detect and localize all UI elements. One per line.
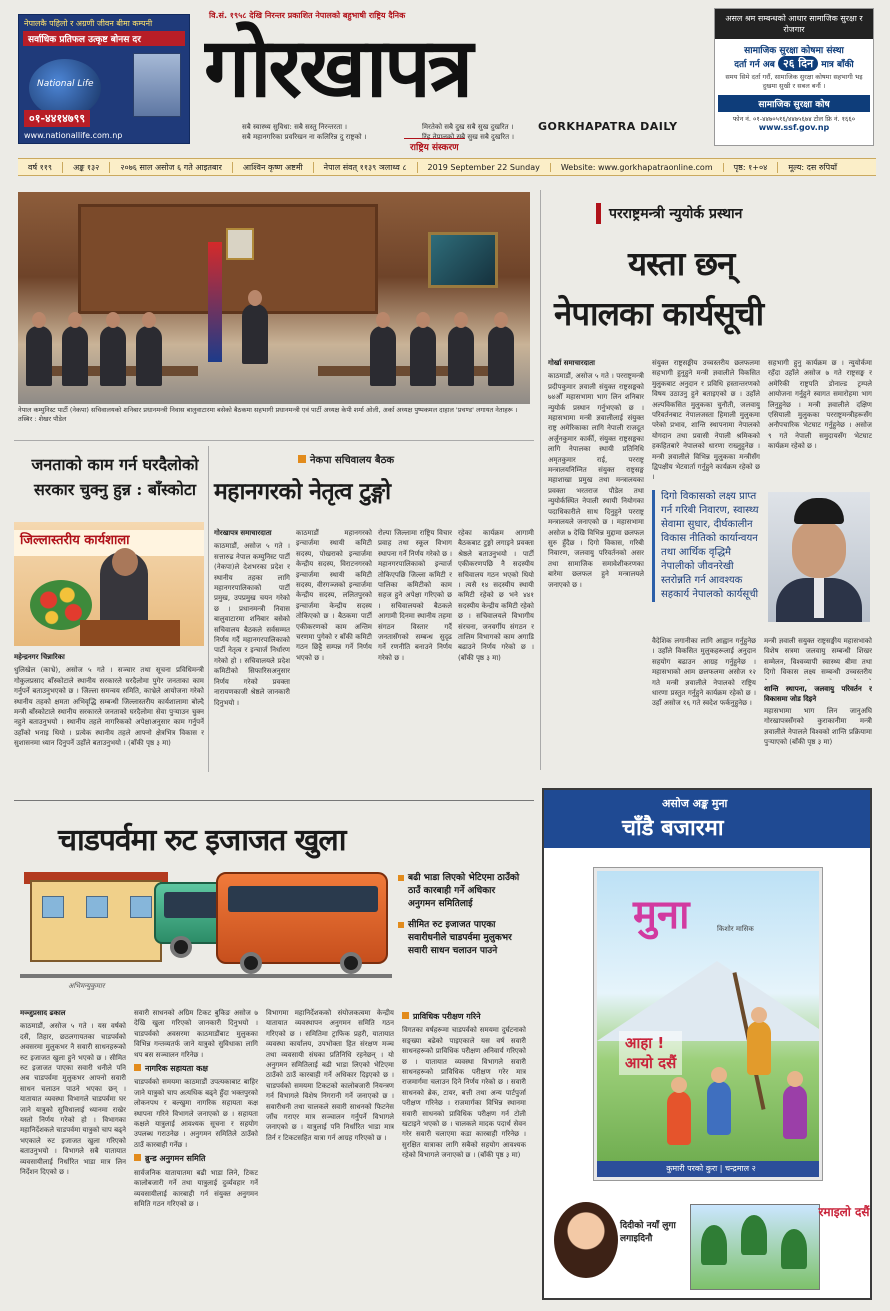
bus-column-4: प्राविधिक परीक्षण गरिने विगतका वर्षहरूमा चाडपर्वको समयमा दुर्घटनाको सङ्ख्या बढेको पाइएकाले यस वर्ष सवारी साधनहरूको प्राविधिक परीक्षण अनिवार्य गरिएको छ । यातायात व्यवस्था विभागले सवारी साधनहरूको प्राविधिक परीक्षण गरेर मात्र राजमार्गमा चलाउन दिने निर्णय गरेको छ । सवारी साधनको ब्रेक, टायर, बत्ती तथा अन्य पार्टपुर्जा परीक्षण गरिनेछ । राजमार्गका विभिन्न स्थानमा सवारी साधनको प्राविधिक परीक्षण गर्न टोली खटाइने भएको छ । चालकले मादक पदार्थ सेवन गरेर सवारी चलाएमा कडा कारबाही गरिनेछ । सुरक्षित यात्राका लागि सबैको सहयोग आवश्यक रहेको विभागले जनाएको छ । (बाँकी पृष्ठ ३ मा) [402,1012,526,1160]
masthead [14,8,876,153]
ssf-banner: असल श्रम सम्बन्धको आधार सामाजिक सुरक्षा र रोजगार [715,9,873,39]
fm-headline-2[interactable]: नेपालका कार्यसूची [554,294,764,333]
bus-column-1: मञ्जुप्रसाद ढकाल काठमाडौं, असोज ५ गते । यस वर्षको दसैं, तिहार, छठलगायतका चाडपर्वको अवसरमा मुलुकभर नै सवारी साधनहरूको रुट इजाजत खुला हुने भएको छ । सीमित रुट इजाजत पाएका सवारी धनीले पनि अब चाडपर्वमा मुलुकभर आफ्नो सवारी साधन चलाउन पाउने भएका छन् । यातायात व्यवस्था विभागले चाडपर्वमा घर जाने यात्रुको सुविधालाई ध्यानमा राखेर यस्तो निर्णय गरेको हो । विभागका महानिर्देशकले चाडपर्वमा यात्रुको चाप बढ्ने भएकाले रुट इजाजत खुला गरिएको बताउनुभयो । विभागले सबै यातायात व्यवसायीलाई निर्धारित भाडा मात्र लिन निर्देशन दिएको छ । [20,1009,126,1177]
muna-cover [594,868,822,1180]
ssf-phone: फोन नं. ०१-४४७०५१६/४४७५६७४ टोल फ्रि नं. १६६० [732,115,856,123]
muna-cover-sub: किशोर मासिक [717,925,754,933]
lunar-date: आश्विन कृष्ण अष्टमी [233,162,314,173]
wall-painting [428,232,498,288]
minister-photo [768,492,870,622]
ad-headline: सर्वाधिक प्रतिफल उत्कृष्ट बोनस दर [23,31,185,46]
date-strip [18,158,876,176]
podium [80,620,180,646]
wall-portrait [226,228,254,260]
ad-phone: ०१-४४१४७९९ [24,110,90,127]
page-count: पृष्ठ: १+०४ [724,162,779,173]
bus-sub-1: नागरिक सहायता कक्ष [134,1064,258,1074]
ssf-line1: सामाजिक सुरक्षा कोषमा संस्था [744,46,844,56]
fm-column-2: संयुक्त राष्ट्रसङ्घीय उच्चस्तरीय छलफलमा सहभागी हुनुहुने मन्त्री ज्ञवालीले विकसित मुलुकबाट अनुदान र प्रविधि हस्तान्तरणको विषय उठाउनु हुने बताइएको छ । उहाँले अल्पविकसित मुलुकका चुनौती, जलवायु परिवर्तनबाट नेपालजस्ता हिमाली मुलुकमा परेको प्रभाव, शान्ति स्थापनामा नेपालको योगदान तथा प्रवासी नेपाली श्रमिकको हकहितबारे नेपालको धारणा राख्नुहुनेछ । मन्त्री ज्ञवालीले विभिन्न मुलुकका मन्त्रीसँग द्विपक्षीय भेटवार्ता गर्नुहुने कार्यक्रम रहेको छ । [652,359,760,482]
bus-column-2: सवारी साधनको अग्रिम टिकट बुकिङ असोज ७ देखि खुला गरिएको जानकारी दिनुभयो । चाडपर्वको अवसरमा काठमाडौंबाट मुलुकका विभिन्न गन्तव्यतर्फ जाने यात्रुको सुविधाका लागि थप बस सञ्चालन गरिनेछ । नागरिक सहायता कक्ष चाडपर्वको समयमा काठमाडौं उपत्यकाबाट बाहिर जाने यात्रुको चाप अत्यधिक बढ्ने हुँदा भक्तपुरको लोकनपथ र बल्खुमा नागरिक सहायता कक्ष स्थापना गरिने विभागले जनाएको छ । सहायता कक्षले यात्रुलाई आवश्यक सूचना र सहयोग उपलब्ध गराउनेछ । अनुगमन समितिले ठाउँको ठाउँ कारबाही गर्नेछ । ब्रुन्ड अनुगमन समिति सार्वजनिक यातायातमा बढी भाडा लिने, टिकट कालोबजारी गर्ने तथा यात्रुलाई दुर्व्यवहार गर्ने व्यवसायीलाई कारबाही गर्न संयुक्त अनुगमन समिति गठन गरिएको छ । [134,1009,258,1208]
english-date: 2019 September 22 Sunday [418,163,551,172]
bus-park-building [30,880,162,962]
slogan-left: सबै स्वास्थ्य सुविधा: सबै सस्तु निरन्तरता । सबै महानगरिका प्रवरिखन ना कलिरिन्न दु राष्ट्रको । [242,123,367,141]
newspaper-title: गोरखापत्र [204,20,471,116]
ssf-line2: दर्ता गर्न अब २६ दिन मात्र बाँकी [734,57,854,70]
mountain-shape [597,961,822,1041]
baskota-body: महेन्द्रनगर चिन्नारिका धुलिखेल (काभ्रे), असोज ५ गते । सञ्चार तथा सूचना प्रविधिमन्त्री गोकुलप्रसाद बाँस्कोटाले स्थानीय सरकारले घरदैलोमा पुगेर जनताका काम गर्नुपर्ने बताउनुभएको छ । जिल्ला समन्वय समिति, काभ्रेले आयोजना गरेको स्थानीय तहको क्षमता अभिवृद्धि सम्बन्धी जिल्लास्तरीय कार्यशालामा बोल्दै मन्त्री बाँस्कोटाले स्थानीय सरकारले जनताको घरदैलोमा सेवा पुऱ्याउन चुक्न नहुने बताउनुभयो । स्थानीय तहले नागरिकको अपेक्षाअनुसार काम गर्नुपर्ने उहाँको भनाइ थियो । प्रत्येक स्थानीय तहले आफ्नो क्षेत्रभित्र विकास र सुशासनमा ध्यान दिनुपर्ने उहाँले बताउनुभयो । (बाँकी पृष्ठ ३ मा) [14,653,204,748]
fm-kicker: परराष्ट्रमन्त्री न्युयोर्क प्रस्थान [596,203,750,224]
bus-bullet-1: बढी भाडा लिएको भेटिएमा ठाउँको ठाउँ कारबाही गर्ने अधिकार अनुगमन समितिलाई [398,872,522,911]
nekapa-byline: गोरखापत्र समाचारदाता [214,529,272,537]
issue: अङ्क १३२ [63,162,110,173]
fm-byline: गोर्खा समाचारदाता [548,359,595,367]
title-block [204,8,704,153]
photo-caption: नेपाल कम्युनिस्ट पार्टी (नेकपा) सचिवालयको शनिबार प्रधानमन्त्री निवास बालुवाटारमा बसेको बैठकमा सहभागी प्रधानमन्त्री एवं पार्टी अध्यक्ष केपी शर्मा ओली, अर्का अध्यक्ष पुष्पकमल दाहाल 'प्रचण्ड' लगायत नेताहरू । तस्बिर : शेखर पौडेल [18,406,518,423]
ad-url[interactable]: www.nationallife.com.np [24,131,123,140]
nekapa-column-3: रोल्पा जिल्लामा राष्ट्रिय विचार प्रवाह तथा स्कूल विभाग स्थापना गर्ने निर्णय गरेको छ । महानगरपालिकाको इन्चार्ज तोकिएपछि जिल्ला कमिटी र पालिका कमिटीको काम सहज हुने अपेक्षा गरिएको छ । सचिवालयको बैठकले आगामी दिनमा स्थानीय तहमा संगठन विस्तार गर्दै जनतासँगको सम्बन्ध सुदृढ गर्ने रणनीति बनाउने निर्णय गरेको छ । [378,529,452,662]
nekapa-headline[interactable]: महानगरको नेतृत्व टुङ्गो [214,478,391,505]
bus-illustration [20,862,392,1002]
fm-column-4: वैदेशिक लगानीका लागि आह्वान गर्नुहुनेछ । उहाँले विकसित मुलुकहरूलाई अनुदान सहयोग बढाउन आग्रह गर्नुहुनेछ । महासभाको आम छलफलमा असोज १२ गते मन्त्री ज्ञवालीले नेपालको राष्ट्रिय धारणा प्रस्तुत गर्नुहुने कार्यक्रम रहेको छ । उहाँ असोज १६ गते स्वदेश फर्कनुहुनेछ । [652,637,756,708]
ssf-ad[interactable] [714,8,874,146]
bus-sub-2: ब्रुन्ड अनुगमन समिति [134,1154,258,1164]
ssf-org: सामाजिक सुरक्षा कोष [718,95,870,112]
orange-bus [216,872,388,964]
baskota-headline[interactable]: जनताको काम गर्न घरदैलोको सरकार चुक्नु हुन्न : बाँस्कोटा [31,455,199,499]
workshop-photo [14,522,204,646]
fm-column-5: मन्त्री ज्ञवाली सयुक्त राष्ट्रसङ्घीय महासभाको विशेष सत्रमा जलवायु सम्बन्धी शिखर सम्मेलन, विश्वव्यापी स्वास्थ्य बीमा तथा दिगो विकास लक्ष्य सम्बन्धी उच्चस्तरीय [764,637,872,677]
workshop-banner: जिल्लास्तरीय कार्यशाला [14,530,204,556]
ad-tagline: नेपालकै पहिलो र अग्रणी जीवन बीमा कम्पनी [24,19,153,28]
national-life-ad[interactable] [18,14,190,144]
price: मूल्य: दस रुपियाँ [788,162,837,172]
fm-column-3: सहभागी हुनु कार्यक्रम छ । न्युयोर्कमा रहँदा उहाँले असोज ७ गते राष्ट्रसङ्घ र अमेरिकी राष्ट्रपति डोनाल्ड ट्रम्पले आयोजना गर्नुहुने स्वागत समारोहमा भाग लिनुहुनेछ । मन्त्री ज्ञवालीले दक्षिण एसियाली मुलुकका परराष्ट्रमन्त्रीहरूसँग अनौपचारिक भेटघाट गर्नुहुनेछ । असोज ९ गते नेपाली समुदायसँग भेटघाट कार्यक्रम रहेको छ । [768,359,872,451]
muna-caption-right: रमाइलो दसैं [818,1205,870,1219]
edition-label: राष्ट्रिय संस्करण [404,138,465,154]
baskota-byline: महेन्द्रनगर चिन्नारिका [14,653,65,661]
english-name: GORKHAPATRA DAILY [538,120,678,133]
muna-cover-text: आहा ! आयो दसैं [619,1031,682,1075]
slogan-right: मिरतेको सबै दुख सबै सुख दुखरित । रिंह नेपालको सबै सुख सबै दुखरित । [422,123,515,141]
nekapa-column-2: काठमाडौं महानगरको इन्चार्जमा स्थायी कमिटी सदस्य, पोखराको इन्चार्जमा केन्द्रीय सदस्य, विराटनगरको इन्चार्जमा स्थायी कमिटी सदस्य, वीरगञ्जको इन्चार्जमा केन्द्रीय सदस्य, ललितपुरको इन्चार्जमा केन्द्रीय सदस्य तोकिएको छ । बैठकमा पार्टी एकीकरणको काम अन्तिम चरणमा पुगेको र बाँकी कमिटी गठन छिट्टै सम्पन्न गर्ने निर्णय भएको छ । [296,529,372,662]
building-illustration [133,53,181,117]
ssf-note: समय सिमे दर्ता गरौं, सामाजिक सुरक्षा कोषमा सहभागी भइ दुखमा सुखी र सबल बनौं । [725,73,863,90]
volume: वर्ष ११९ [18,162,63,173]
bus-sub-3: प्राविधिक परीक्षण गरिने [402,1012,526,1022]
fm-pull-quote: दिगो विकासको लक्ष्य प्राप्त गर्न गरिबी निवारण, स्वास्थ्य सेवामा सुधार, दीर्घकालीन विकास नीतिको कार्यान्वयन तथा आर्थिक वृद्धिमै नेपालीको जीवनरेखी स्तरोन्नति गर्न आवश्यक सहकार्य नेपालको कार्यसूची [652,490,760,602]
top-line: वि.सं. १९५८ देखि निरन्तर प्रकाशित नेपालको बहुभाषी राष्ट्रिय दैनिक [209,11,406,20]
nepal-flag [208,242,222,362]
muna-cover-title: मुना [633,891,690,938]
muna-magazine-ad[interactable] [542,788,872,1300]
bus-column-3: विभागमा महानिर्देशकको संयोजकत्वमा केन्द्रीय यातायात व्यवस्थापन अनुगमन समिति गठन गरिएको छ । समितिमा ट्राफिक प्रहरी, यातायात व्यवस्था कार्यालय, उपभोक्ता हित संरक्षण मञ्च तथा व्यवसायी संघका प्रतिनिधि रहनेछन् । यो अनुगमन समितिलाई बढी भाडा लिएको भेटिएमा ठाउँको ठाउँ कारबाही गर्ने अधिकार दिइएको छ । चाडपर्वको समयमा टिकटको कालोबजारी नियन्त्रण गर्न विभागले विशेष निगरानी गर्ने जनाएको छ । सवारीधनी तथा चालकले सवारी साधनको फिटनेस जाँच गराएर मात्र सञ्चालन गर्नुपर्ने विभागले जनाएको छ । यात्रुलाई पनि निर्धारित भाडा मात्र तिर्न र टिकटसहित यात्रा गर्न आग्रह गरिएको छ । [266,1009,394,1142]
fm-peace-text: महासभामा भाग लिन जानुअघि गोरखापत्रसँगको कुराकानीमा मन्त्री ज्ञवालीले नेपालले विश्वको शान्ति प्रक्रियामा पुऱ्याएको (बाँकी पृष्ठ ३ मा) [764,707,872,747]
bus-headline[interactable]: चाडपर्वमा रुट इजाजत खुला [58,823,346,858]
ssf-url[interactable]: www.ssf.gov.np [758,123,830,132]
nekapa-column-4: रहेका कार्यक्रम आगामी बैठकबाट टुङ्गो लगाइने प्रवक्ता श्रेष्ठले बताउनुभयो । पार्टी एकीकरणपछि नै सदस्यीय सचिवालय गठन भएको थियो । त्यसै १४ सदस्यीय स्थायी कमिटी रहेको छ भने ४४१ सदस्यीय केन्द्रीय कमिटी रहेको छ । सचिवालयले विभागीय संरचना, जनवर्गीय संगठन र तालिम विभागको काम अगाडि बढाउने निर्णय गरेको छ । (बाँकी पृष्ठ ३ मा) [458,529,534,662]
muna-ad-line1: असोज अङ्क मुना [662,797,728,810]
woman-photo [554,1202,618,1278]
muna-caption-left: दिदीको नयाँ लुगा लगाइदिनौ [620,1221,676,1244]
dashain-scene [690,1204,820,1290]
illustrator-signature: अभिमन्युकुमार [68,982,105,990]
fm-headline-1[interactable]: यस्ता छन् [628,244,735,283]
nepali-date: २०७६ साल असोज ६ गते आइतबार [110,162,233,173]
national-life-logo: National Life [29,59,101,117]
fm-peace-kicker: शान्ति स्थापना, जलवायु परिवर्तन र विकासमा जोड दिइने [764,685,872,704]
nekapa-column-1: गोरखापत्र समाचारदाता काठमाडौं, असोज ५ गते । सत्तारुढ नेपाल कम्युनिस्ट पार्टी (नेकपा)ले देशभरका प्रदेश र स्थानीय तहका लागि महानगरपालिकाको पार्टी प्रमुख, उपप्रमुख चयन गरेको छ । प्रधानमन्त्री निवास बालुवाटारमा शनिबार बसेको सचिवालय बैठकले सर्वसम्मत निर्णय गर्दै महानगरपालिकाको पार्टी नेतृत्व र इन्चार्ज निर्धारण गरेको हो । सचिवालयले प्रदेश कमिटीको सिफारिसअनुसार निर्णय गरेको प्रवक्ता नारायणकाजी श्रेष्ठले जानकारी दिनुभयो । [214,529,290,707]
muna-cover-strip: कुमारी परको कुरा | चन्द्रमाल २ [597,1161,822,1177]
bus-byline: मञ्जुप्रसाद ढकाल [20,1009,66,1017]
nekapa-kicker: नेकपा सचिवालय बैठक [298,452,394,466]
bus-bullets [398,872,522,966]
days-badge: २६ दिन [778,56,818,71]
nepal-sambat: नेपाल संवत् ११३९ ञलाथ्व ८ [314,162,418,173]
muna-ad-line2: चाँडै बजारमा [622,815,724,841]
fm-column-1: गोर्खा समाचारदाता काठमाडौं, असोज ५ गते । परराष्ट्रमन्त्री प्रदीपकुमार ज्ञवाली संयुक्त राष्ट्रसङ्घको ७४औँ महासभामा भाग लिन शनिबार न्युयोर्क प्रस्थान गर्नुभएको छ । महासभामा मन्त्री ज्ञवालीलाई संयुक्त राष्ट्र अमेरिकाका लागि नेपाली राजदूत अर्जुनकुमार कार्की, संयुक्त राष्ट्रसङ्घका लागि नेपालका स्थायी प्रतिनिधि अमृतकुमार राई, परराष्ट्र मन्त्रालयनिम्नित संयुक्त राष्ट्रसङ्घ महाशाखा प्रमुख तथा मन्त्रालयका प्रवक्ता भरतराज पौडेल तथा न्युयोर्कस्थित नेपाली स्थायी नियोगका पदाधिकारीले साथ दिनुहुने परराष्ट्र मन्त्रालयले जनाएको छ । महासभामा असोज ७ देखि विभिन्न मुद्दामा छलफल सुरु हुँदैछ । दिगो विकास, गरिबी निवारण, जलवायु परिवर्तनको असर तथा सामाजिक समावेशीकरणका बारेमा छलफल हुने मन्त्रालयले जनाएको छ । [548,359,644,589]
website[interactable]: Website: www.gorkhapatraonline.com [551,163,724,172]
dhaka-topi [794,498,844,524]
meeting-photo [18,192,530,404]
bus-bullet-2: सीमित रुट इजाजत पाएका सवारीधनीले चाडपर्वमा मुलुकभर सवारी साधन चलाउन पाउने [398,919,522,958]
